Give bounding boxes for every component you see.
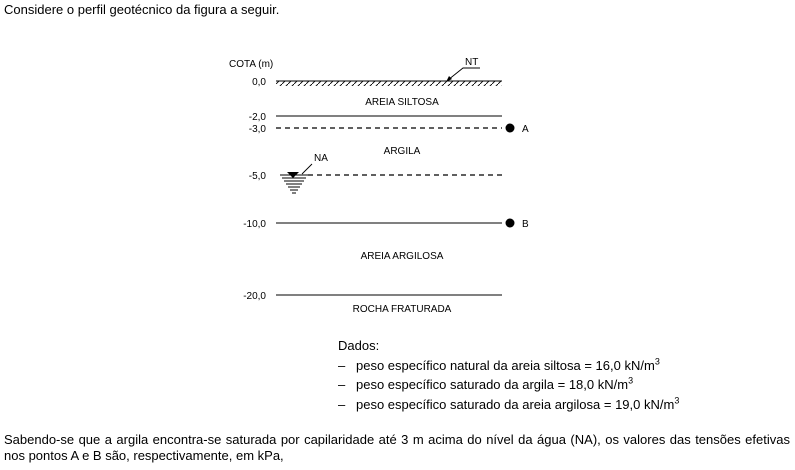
item-exponent: 3 <box>674 395 680 406</box>
data-item <box>338 375 679 395</box>
na-label: NA <box>314 153 328 164</box>
point-a-marker <box>506 124 515 133</box>
item-text: peso específico natural da areia siltosa = 16,0 kN/m <box>356 357 655 373</box>
point-b-label: B <box>522 219 529 230</box>
item-exponent: 3 <box>628 375 634 386</box>
water-level-icon <box>280 172 308 193</box>
data-item <box>338 356 679 376</box>
ground-hatch <box>276 81 502 86</box>
nt-label: NT <box>465 57 479 68</box>
elevation-minus-5: -5,0 <box>248 171 266 182</box>
data-heading: Dados: <box>338 338 380 353</box>
nt-leader <box>448 68 480 80</box>
item-text: peso específico saturado da argila = 18,0 kN/m <box>356 377 629 392</box>
given-data <box>338 336 679 414</box>
intro-text: Considere o perfil geotécnico da figura a seguir. <box>4 2 280 17</box>
item-dash: – <box>338 357 346 373</box>
layer-areia-siltosa: AREIA SILTOSA <box>365 97 439 108</box>
item-exponent: 3 <box>654 356 660 367</box>
layer-areia-argilosa: AREIA ARGILOSA <box>360 251 444 262</box>
layer-argila: ARGILA <box>383 146 421 157</box>
item-dash: – <box>338 396 346 412</box>
question-text: Sabendo-se que a argila encontra-se saturada por capilaridade até 3 m acima do nível da água (NA), os valores das tensões efetivas nos pontos A e B são, respectivamente, em kPa, <box>4 432 790 463</box>
elevation-minus-2: -2,0 <box>248 112 266 123</box>
point-b-marker <box>506 219 515 228</box>
elevation-minus-3: -3,0 <box>248 124 266 135</box>
layer-rocha-fraturada: ROCHA FRATURADA <box>352 304 452 315</box>
elevation-minus-10: -10,0 <box>243 219 266 230</box>
axis-label: COTA (m) <box>229 59 274 70</box>
na-leader <box>302 164 312 174</box>
item-dash: – <box>338 377 346 392</box>
elevation-minus-20: -20,0 <box>243 291 266 302</box>
elevation-0: 0,0 <box>252 77 266 88</box>
data-item <box>338 395 679 415</box>
point-a-label: A <box>522 124 529 135</box>
item-text: peso específico saturado da areia argilosa = 19,0 kN/m <box>356 396 675 412</box>
